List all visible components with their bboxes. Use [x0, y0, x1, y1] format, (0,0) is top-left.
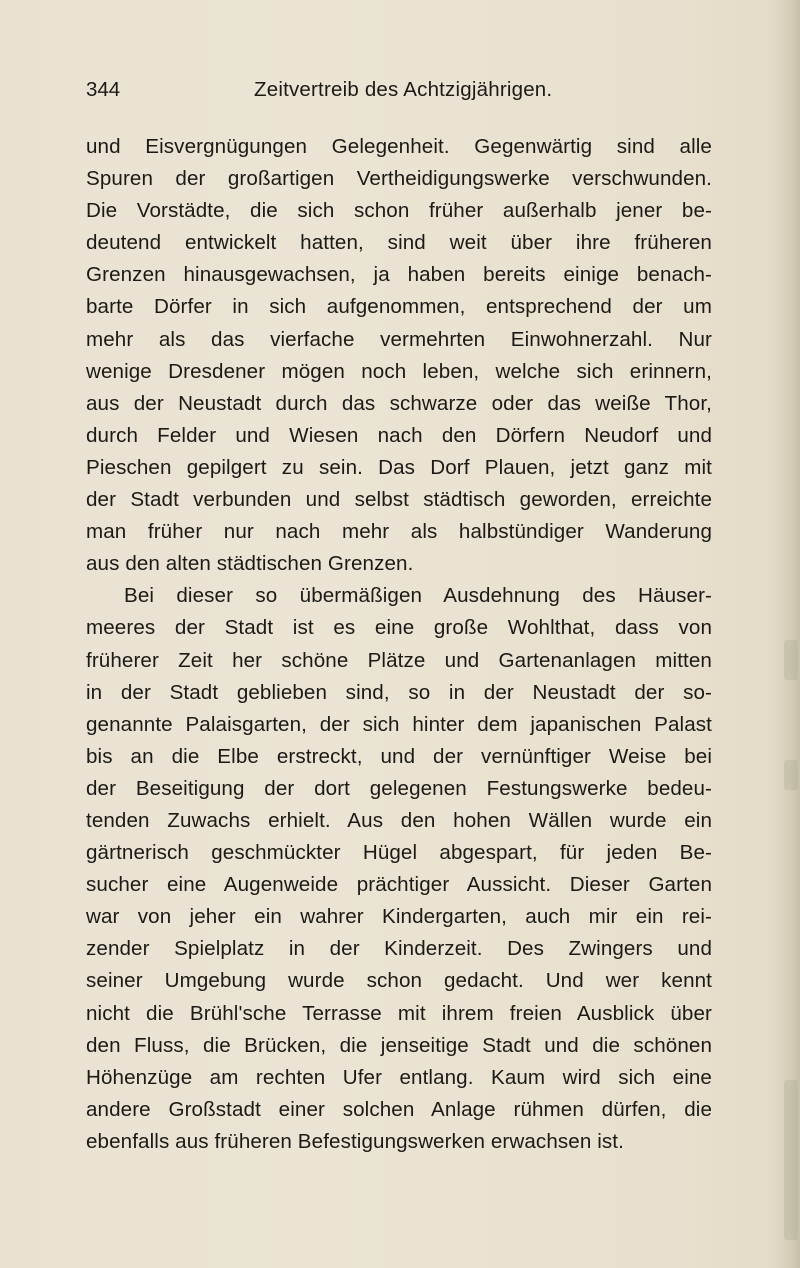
text-line: wenige Dresdener mögen noch leben, welche sich erinnern, [86, 359, 712, 383]
page-edge-shadow [772, 0, 800, 1268]
text-line: Höhenzüge am rechten Ufer entlang. Kaum wird sich eine [86, 1065, 712, 1089]
text-line: genannte Palaisgarten, der sich hinter dem japanischen Palast [86, 712, 712, 736]
text-line: deutend entwickelt hatten, sind weit über ihre früheren [86, 231, 712, 255]
text-line: Spuren der großartigen Vertheidigungswerke verschwunden. [86, 167, 712, 191]
text-line: den Fluss, die Brücken, die jenseitige Stadt und die schönen [86, 1033, 712, 1057]
text-line: Grenzen hinausgewachsen, ja haben bereits einige benach- [86, 263, 712, 287]
text-line: Die Vorstädte, die sich schon früher außerhalb jener be- [86, 199, 712, 223]
page-edge-stain [784, 640, 798, 680]
text-line: zender Spielplatz in der Kinderzeit. Des Zwingers und [86, 937, 712, 961]
text-line: sucher eine Augenweide prächtiger Aussicht. Dieser Garten [86, 873, 712, 897]
text-line: der Stadt verbunden und selbst städtisch geworden, erreichte [86, 488, 712, 512]
page-edge-stain [784, 760, 798, 790]
text-line: man früher nur nach mehr als halbstündiger Wanderung [86, 520, 712, 544]
body-text [86, 131, 712, 1158]
text-line: bis an die Elbe erstreckt, und der vernünftiger Weise bei [86, 744, 712, 768]
paragraph-end-line: aus den alten städtischen Grenzen. [86, 552, 414, 576]
text-line: war von jeher ein wahrer Kindergarten, auch mir ein rei- [86, 905, 712, 929]
text-line: meeres der Stadt ist es eine große Wohlthat, dass von [86, 616, 712, 640]
page-edge-stain [784, 1080, 798, 1240]
text-line: andere Großstadt einer solchen Anlage rühmen dürfen, die [86, 1097, 712, 1121]
running-head: Zeitvertreib des Achtzigjährigen. [254, 78, 553, 101]
text-line: barte Dörfer in sich aufgenommen, entsprechend der um [86, 295, 712, 319]
text-line: und Eisvergnügungen Gelegenheit. Gegenwärtig sind alle [86, 135, 712, 158]
text-line: tenden Zuwachs erhielt. Aus den hohen Wällen wurde ein [86, 808, 712, 832]
text-line: der Beseitigung der dort gelegenen Festungswerke bedeu- [86, 776, 712, 800]
text-line: durch Felder und Wiesen nach den Dörfern Neudorf und [86, 423, 712, 447]
paragraph-start-line: Bei dieser so übermäßigen Ausdehnung des Häuser- [124, 584, 712, 608]
text-line: in der Stadt geblieben sind, so in der Neustadt der so- [86, 680, 712, 704]
text-line: gärtnerisch geschmückter Hügel abgespart, für jeden Be- [86, 841, 712, 865]
text-line: seiner Umgebung wurde schon gedacht. Und wer kennt [86, 969, 712, 993]
text-line: früherer Zeit her schöne Plätze und Gartenanlagen mitten [86, 648, 712, 672]
text-line: aus der Neustadt durch das schwarze oder das weiße Thor, [86, 391, 712, 415]
text-line: Pieschen gepilgert zu sein. Das Dorf Plauen, jetzt ganz mit [86, 455, 712, 479]
page-header [86, 78, 706, 112]
paragraph-end-line: ebenfalls aus früheren Befestigungswerken erwachsen ist. [86, 1129, 624, 1153]
text-line: nicht die Brühl'sche Terrasse mit ihrem freien Ausblick über [86, 1001, 712, 1025]
text-line: mehr als das vierfache vermehrten Einwohnerzahl. Nur [86, 327, 712, 351]
page-number: 344 [86, 78, 121, 101]
